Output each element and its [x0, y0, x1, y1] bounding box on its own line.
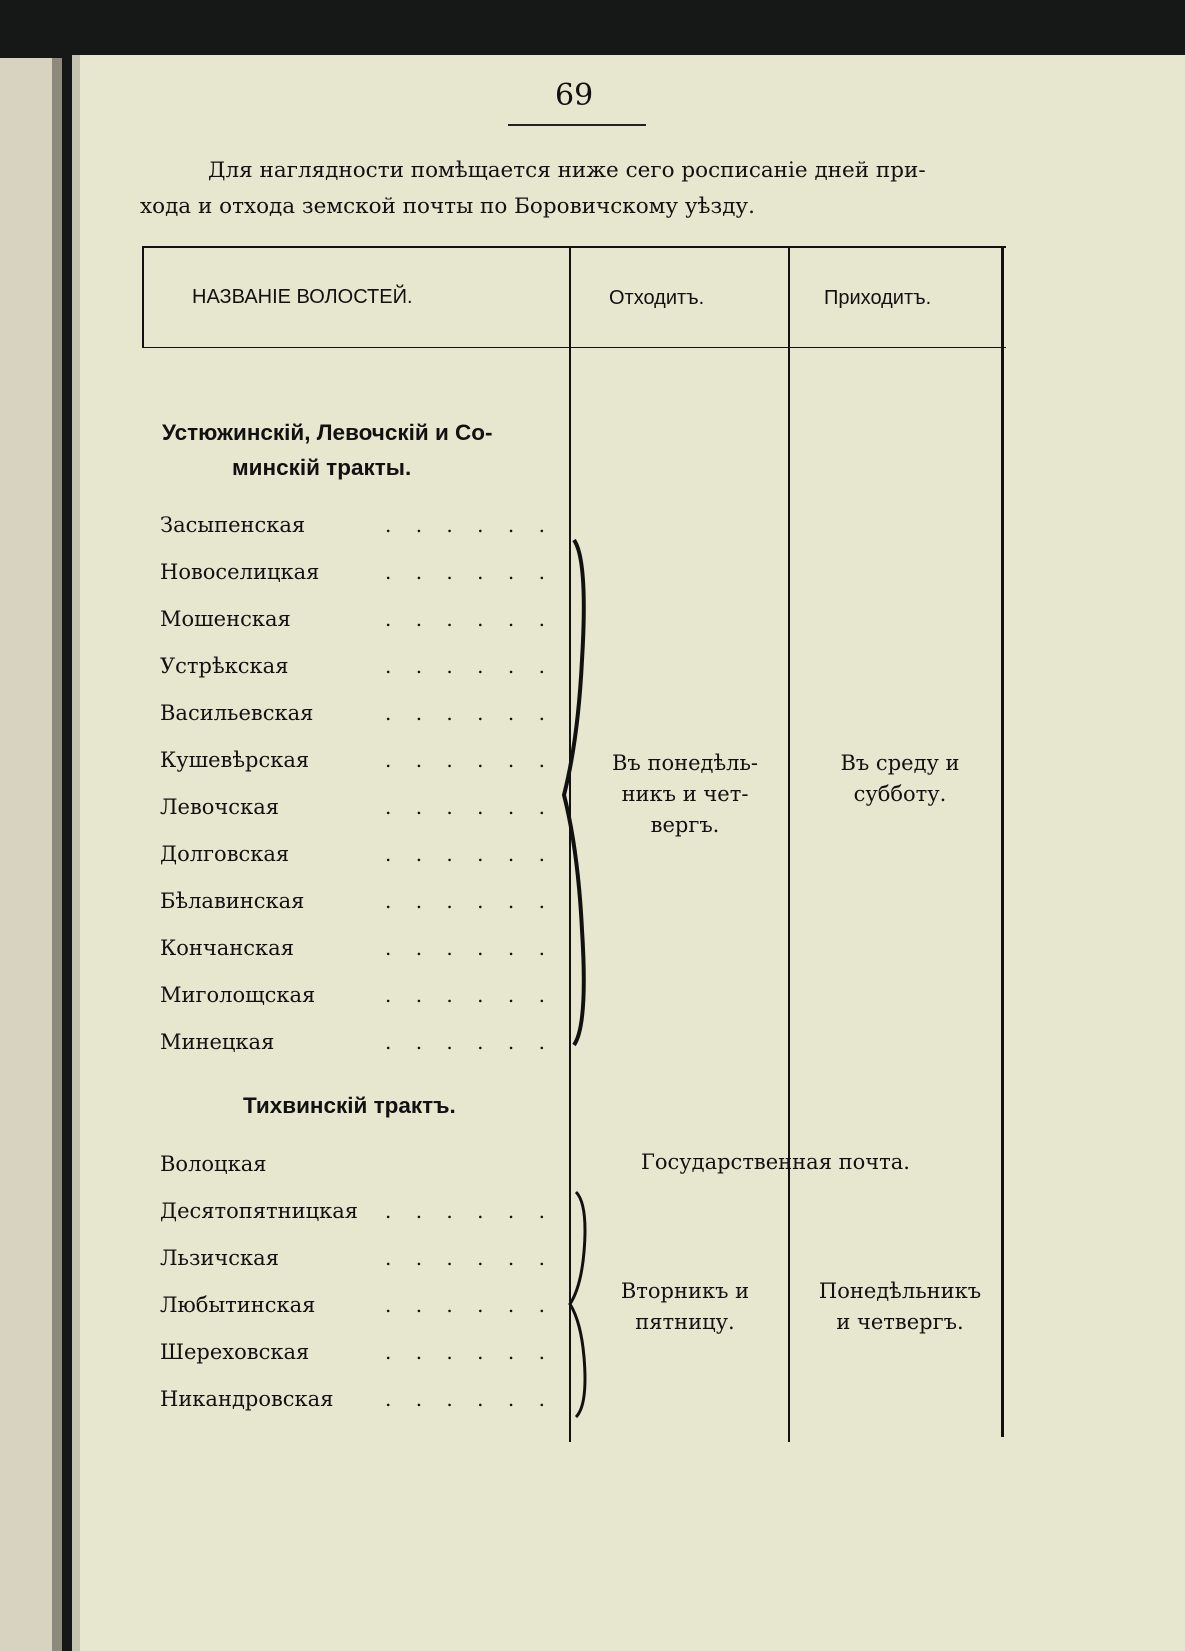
header-departs: Отходитъ.: [609, 287, 705, 309]
departs-line: Въ понедѣль-: [612, 751, 758, 775]
previous-page-edge: [0, 58, 62, 1651]
leader-dots: . . . . . .: [385, 889, 554, 913]
section-title-line-2: минскій тракты.: [232, 455, 412, 480]
volost-name: Новоселицкая: [160, 560, 320, 584]
header-arrives: Приходитъ.: [824, 287, 932, 309]
intro-line-2: хода и отхода земской почты по Боровичскому уѣзду.: [140, 194, 755, 219]
volost-name: Васильевская: [160, 701, 314, 725]
arrives-line: и четвергъ.: [836, 1310, 964, 1334]
table-top-rule: [142, 246, 1006, 248]
leader-dots: . . . . . .: [385, 1246, 554, 1270]
volost-name: Никандровская: [160, 1387, 334, 1411]
volost-name: Любытинская: [160, 1293, 316, 1317]
leader-dots: . . . . . .: [385, 983, 554, 1007]
section-title-line-1: Устюжинскій, Левочскій и Со-: [162, 420, 493, 445]
departs-line: Вторникъ и: [620, 1279, 750, 1303]
table-header-rule: [142, 347, 1006, 348]
page-number-rule: [508, 124, 646, 126]
leader-dots: . . . . . .: [385, 701, 554, 725]
state-post-note: Государственная почта.: [641, 1150, 910, 1174]
leader-dots: . . . . . .: [385, 1387, 554, 1411]
leader-dots: . . . . . .: [385, 654, 554, 678]
section-2-arrives: [800, 1276, 1000, 1338]
intro-line-1: Для наглядности помѣщается ниже сего росписаніе дней при-: [208, 158, 926, 183]
section-1-departs: [590, 748, 780, 841]
volost-name: Кончанская: [160, 936, 294, 960]
leader-dots: . . . . . .: [385, 1340, 554, 1364]
page-number: 69: [555, 78, 594, 113]
arrives-line: Въ среду и: [840, 751, 960, 775]
column-divider-2: [788, 247, 790, 1442]
departs-line: никъ и чет-: [621, 782, 749, 806]
leader-dots: . . . . . .: [385, 607, 554, 631]
leader-dots: . . . . . .: [385, 842, 554, 866]
header-volost-names: НАЗВАНІЕ ВОЛОСТЕЙ.: [192, 286, 413, 308]
volost-name: Волоцкая: [160, 1152, 267, 1176]
volost-name: Мошенская: [160, 607, 291, 631]
arrives-line: субботу.: [853, 782, 947, 806]
leader-dots: . . . . . .: [385, 748, 554, 772]
table-right-border: [1001, 247, 1004, 1437]
leader-dots: . . . . . .: [385, 560, 554, 584]
volost-name: Бѣлавинская: [160, 889, 305, 913]
volost-name: Миголощская: [160, 983, 316, 1007]
leader-dots: . . . . . .: [385, 936, 554, 960]
volost-name: Минецкая: [160, 1030, 275, 1054]
leader-dots: . . . . . .: [385, 1030, 554, 1054]
volost-name: Долговская: [160, 842, 290, 866]
departs-line: пятницу.: [635, 1310, 735, 1334]
volost-name: Шереховская: [160, 1340, 310, 1364]
page-binding-shadow: [72, 55, 80, 1651]
table-left-border: [142, 247, 144, 347]
section-title: Тихвинскій трактъ.: [243, 1093, 456, 1118]
section-1-arrives: [800, 748, 1000, 810]
volost-name: Устрѣкская: [160, 654, 289, 678]
departs-line: вергъ.: [650, 813, 720, 837]
leader-dots: . . . . . .: [385, 795, 554, 819]
bracket-brace: [566, 1192, 596, 1417]
volost-name: Льзичская: [160, 1246, 279, 1270]
volost-name: Левочская: [160, 795, 279, 819]
leader-dots: . . . . . .: [385, 513, 554, 537]
arrives-line: Понедѣльникъ: [818, 1279, 982, 1303]
leader-dots: . . . . . .: [385, 1293, 554, 1317]
section-2-departs: [595, 1276, 775, 1338]
volost-name: Засыпенская: [160, 513, 306, 537]
volost-name: Кушевѣрская: [160, 748, 310, 772]
volost-name: Десятопятницкая: [160, 1199, 359, 1223]
leader-dots: . . . . . .: [385, 1199, 554, 1223]
